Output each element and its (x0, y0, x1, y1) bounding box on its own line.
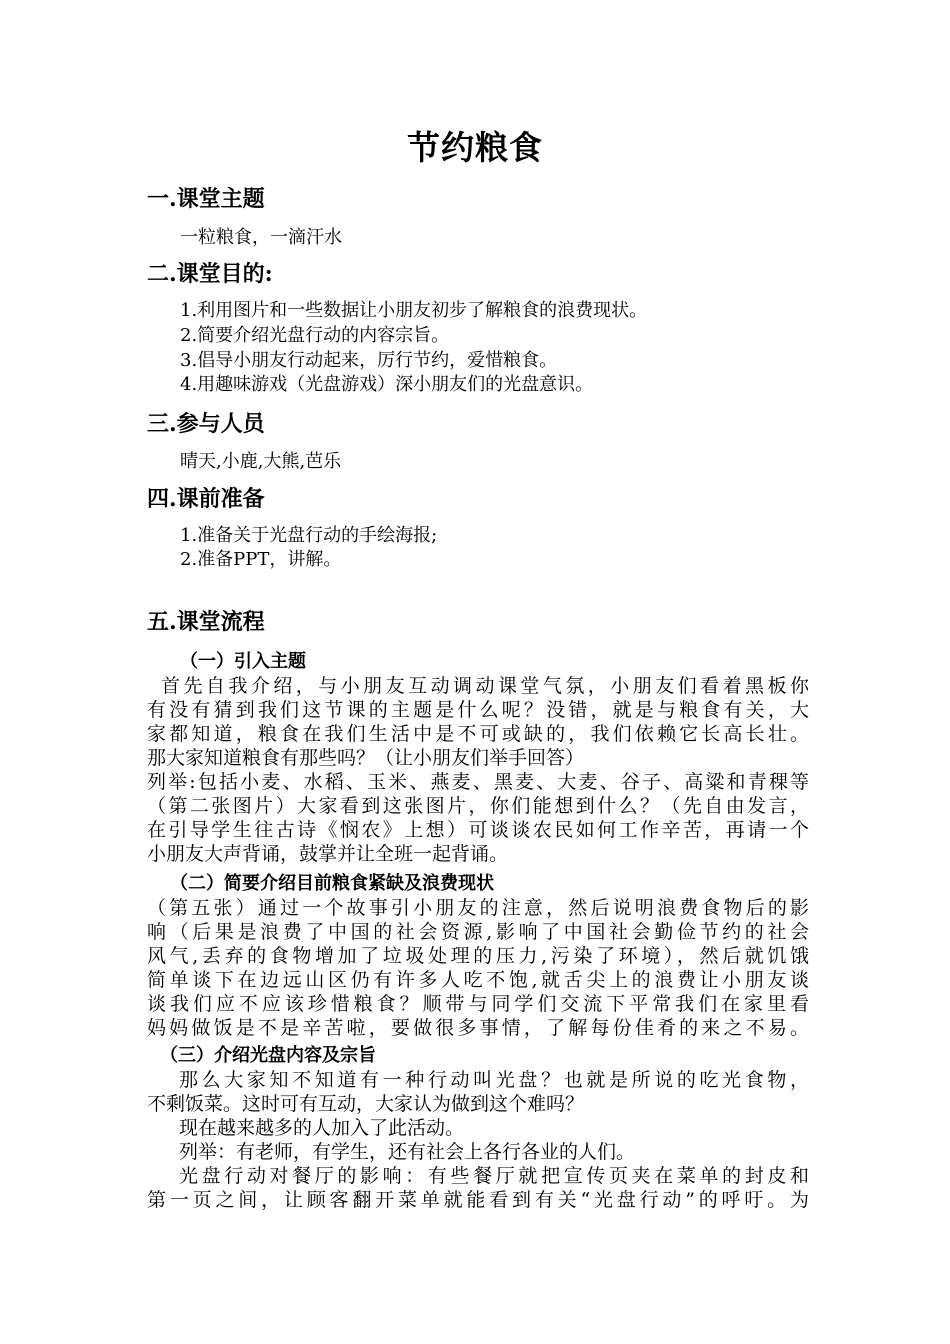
paragraph-line: 在引导学生往古诗《悯农》上想）可谈谈农民如何工作辛苦，再请一个 (147, 819, 809, 841)
section-heading-theme: 一.课堂主题 (147, 186, 265, 212)
paragraph-line: 列举:包括小麦、水稻、玉米、燕麦、黑麦、大麦、谷子、高粱和青稞等 (147, 771, 809, 793)
paragraph-line: （第五张）通过一个故事引小朋友的注意，然后说明浪费食物后的影 (147, 897, 809, 919)
paragraph-line: 妈妈做饭是不是辛苦啦，要做很多事情，了解每份佳肴的来之不易。 (147, 1017, 809, 1039)
process-part-1-heading: （一）引入主题 (180, 651, 306, 672)
paragraph-line: （第二张图片）大家看到这张图片，你们能想到什么？（先自由发言， (147, 795, 809, 817)
paragraph-line: 那大家知道粮食有那些吗？（让小朋友们举手回答） (147, 747, 585, 769)
paragraph-line: 有没有猜到我们这节课的主题是什么呢？没错，就是与粮食有关，大 (147, 699, 809, 721)
goal-item: 3.倡导小朋友行动起来，厉行节约，爱惜粮食。 (180, 350, 558, 371)
section-heading-goals: 二.课堂目的: (147, 261, 273, 287)
paragraph-line: 第一页之间，让顾客翻开菜单就能看到有关“光盘行动”的呼吁。为 (147, 1189, 809, 1211)
process-part-1-text (147, 674, 809, 866)
process-part-2-text (147, 896, 809, 1040)
theme-text: 一粒粮食，一滴汗水 (180, 227, 342, 248)
paragraph-line: 现在越来越多的人加入了此活动。 (179, 1117, 465, 1139)
section-heading-participants: 三.参与人员 (147, 411, 265, 437)
process-part-2-heading: （二）简要介绍目前粮食紧缺及浪费现状 (170, 873, 494, 894)
paragraph-line: 小朋友大声背诵，鼓掌并让全班一起背诵。 (147, 843, 509, 865)
document-title: 节约粮食 (407, 128, 543, 167)
participants-text: 晴天,小鹿,大熊,芭乐 (180, 451, 342, 472)
paragraph-line: 风气,丢弃的食物增加了垃圾处理的压力,污染了环境），然后就饥饿 (147, 945, 809, 967)
process-part-3-heading: （三）介绍光盘内容及宗旨 (160, 1045, 376, 1066)
goal-item: 1.利用图片和一些数据让小朋友初步了解粮食的浪费现状。 (180, 300, 648, 321)
section-heading-preparation: 四.课前准备 (147, 486, 265, 512)
paragraph-line: 列举：有老师，有学生，还有社会上各行各业的人们。 (179, 1141, 636, 1163)
paragraph-line: 那么大家知不知道有一种行动叫光盘？也就是所说的吃光食物， (179, 1069, 809, 1091)
paragraph-line: 响（后果是浪费了中国的社会资源,影响了中国社会勤俭节约的社会 (147, 921, 809, 943)
paragraph-line: 光盘行动对餐厅的影响：有些餐厅就把宣传页夹在菜单的封皮和 (179, 1165, 809, 1187)
paragraph-line: 首先自我介绍，与小朋友互动调动课堂气氛，小朋友们看着黑板你 (161, 675, 809, 697)
paragraph-line: 简单谈下在边远山区仍有许多人吃不饱,就舌尖上的浪费让小朋友谈 (147, 969, 809, 991)
preparation-item: 2.准备PPT，讲解。 (180, 549, 342, 570)
paragraph-line: 不剩饭菜。这时可有互动，大家认为做到这个难吗？ (147, 1093, 585, 1115)
goal-item: 2.简要介绍光盘行动的内容宗旨。 (180, 325, 450, 346)
section-heading-process: 五.课堂流程 (147, 609, 265, 635)
goal-item: 4.用趣味游戏（光盘游戏）深小朋友们的光盘意识。 (180, 374, 594, 395)
process-part-3-text (147, 1068, 809, 1212)
preparation-item: 1.准备关于光盘行动的手绘海报; (180, 525, 438, 546)
paragraph-line: 家都知道，粮食在我们生活中是不可或缺的，我们依赖它长高长壮。 (147, 723, 809, 745)
paragraph-line: 谈我们应不应该珍惜粮食？顺带与同学们交流下平常我们在家里看 (147, 993, 809, 1015)
